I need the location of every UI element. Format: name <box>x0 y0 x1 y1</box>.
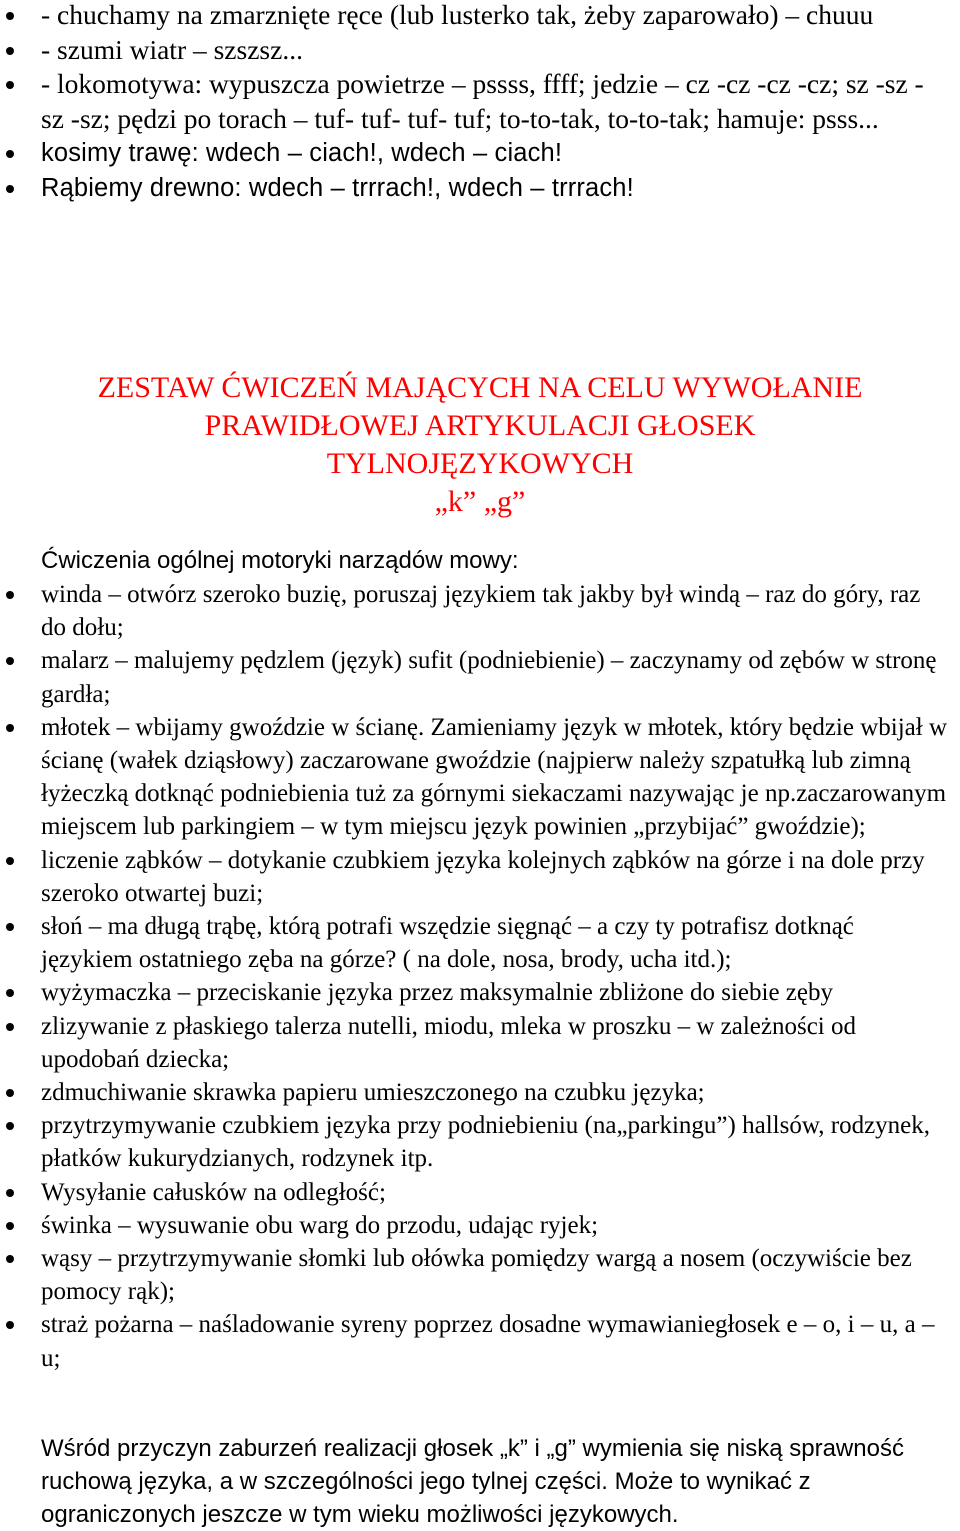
list-item: świnka – wysuwanie obu warg do przodu, udając ryjek; <box>0 1209 948 1242</box>
intro-text: Ćwiczenia ogólnej motoryki narządów mowy: <box>41 547 519 574</box>
list-item: młotek – wbijamy gwoździe w ścianę. Zamieniamy język w młotek, który będzie wbijał w ścianę (wałek dziąsłowy) zaczarowane gwoździe (najpierw należy szpatułką lub zimną łyżeczką dotknąć podniebienia tuż za górnymi siekaczami nazywając je np.zaczarowanym miejscem lub parkingiem – w tym miejscu język powinien „przybijać” gwoździe); <box>0 711 948 844</box>
list-item: liczenie ząbków – dotykanie czubkiem języka kolejnych ząbków na górze i na dole przy szeroko otwartej buzi; <box>0 844 948 910</box>
list-item: wyżymaczka – przeciskanie języka przez maksymalnie zbliżone do siebie zęby <box>0 976 948 1009</box>
list-item: słoń – ma długą trąbę, którą potrafi wszędzie sięgnąć – a czy ty potrafisz dotknąć językiem ostatniego zęba na górze? ( na dole, nosa, brody, ucha itd.); <box>0 910 948 976</box>
closing-paragraph: Wśród przyczyn zaburzeń realizacji głosek „k” i „g” wymienia się niską sprawność ruchową języka, a w szczególności jego tylnej części. Może to wynikać z ograniczonych jeszcze w tym wieku możliwości językowych. <box>41 1435 904 1528</box>
list-item: Rąbiemy drewno: wdech – trrrach!, wdech – trrrach! <box>0 171 930 206</box>
breathing-exercises-list <box>0 0 930 205</box>
heading-line: ZESTAW ĆWICZEŃ MAJĄCYCH NA CELU WYWOŁANIE <box>97 371 863 404</box>
heading-line: TYLNOJĘZYKOWYCH <box>326 447 634 480</box>
list-item: - szumi wiatr – szszsz... <box>0 33 930 68</box>
list-item: zlizywanie z płaskiego talerza nutelli, miodu, mleka w proszku – w zależności od upodobań dziecka; <box>0 1010 948 1076</box>
list-item: malarz – malujemy pędzlem (język) sufit (podniebienie) – zaczynamy od zębów w stronę gardła; <box>0 644 948 710</box>
section-heading <box>0 369 960 521</box>
list-item: Wysyłanie całusków na odległość; <box>0 1176 948 1209</box>
motor-exercises-list <box>0 578 948 1375</box>
list-item: wąsy – przytrzymywanie słomki lub ołówka pomiędzy wargą a nosem (oczywiście bez pomocy rąk); <box>0 1242 948 1308</box>
heading-line: PRAWIDŁOWEJ ARTYKULACJI GŁOSEK <box>204 409 756 442</box>
list-item: - chuchamy na zmarznięte ręce (lub lusterko tak, żeby zaparowało) – chuuu <box>0 0 930 33</box>
list-item: straż pożarna – naśladowanie syreny poprzez dosadne wymawianiegłosek e – o, i – u, a – u; <box>0 1308 948 1374</box>
list-item: winda – otwórz szeroko buzię, poruszaj językiem tak jakby był windą – raz do góry, raz do dołu; <box>0 578 948 644</box>
list-item: - lokomotywa: wypuszcza powietrze – pssss, ffff; jedzie – cz -cz -cz -cz; sz -sz -sz -sz; pędzi po torach – tuf- tuf- tuf- tuf; to-to-tak, to-to-tak; hamuje: psss... <box>0 67 930 136</box>
list-item: kosimy trawę: wdech – ciach!, wdech – ciach! <box>0 136 930 171</box>
list-item: zdmuchiwanie skrawka papieru umieszczonego na czubku języka; <box>0 1076 948 1109</box>
heading-line: „k” „g” <box>434 485 526 518</box>
list-item: przytrzymywanie czubkiem języka przy podniebieniu (na„parkingu”) hallsów, rodzynek, płatków kukurydzianych, rodzynek itp. <box>0 1109 948 1175</box>
